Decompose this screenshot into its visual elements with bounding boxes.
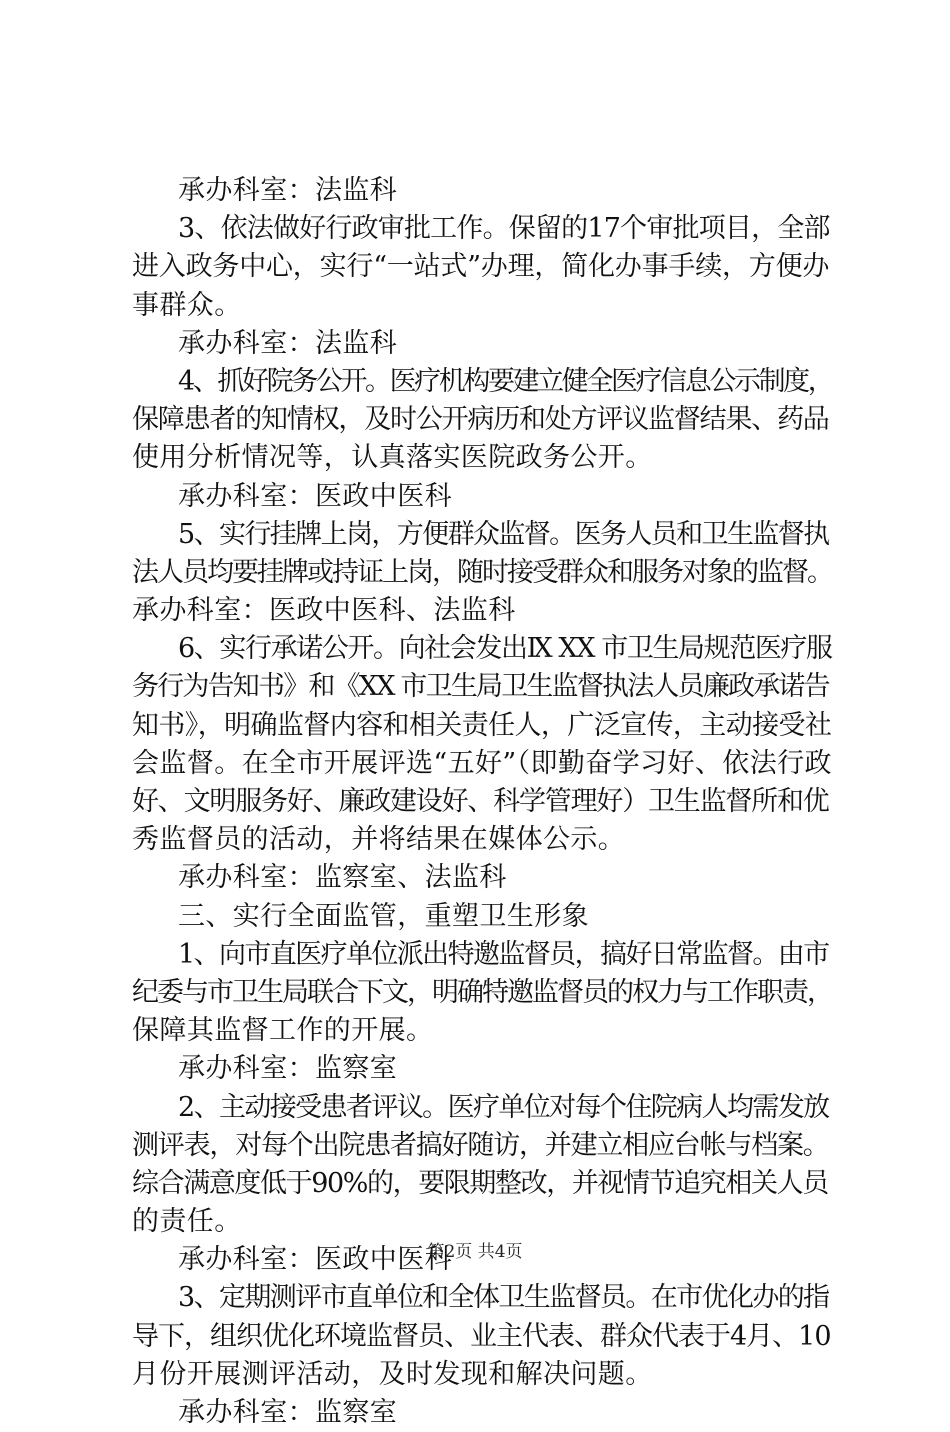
text-line: 5、实行挂牌上岗，方便群众监督。医务人员和卫生监督执 (178, 518, 829, 550)
text-line: 综合满意度低于90%的，要限期整改，并视情节追究相关人员 (132, 1167, 828, 1199)
text-line: 承办科室：医政中医科、法监科 (132, 595, 516, 627)
text-line: 承办科室：监察室 (178, 1397, 398, 1428)
text-line: 承办科室：监察室 (178, 1053, 398, 1085)
text-line: 导下，组织优化环境监督员、业主代表、群众代表于4月、10 (132, 1320, 831, 1352)
text-line: 保障患者的知情权，及时公开病历和处方评议监督结果、药品 (132, 404, 829, 436)
text-line: 承办科室：法监科 (178, 327, 398, 359)
text-line: 事群众。 (132, 289, 242, 321)
text-line: 务行为告知书》和《XX 市卫生局卫生监督执法人员廉政承诺告 (132, 671, 829, 703)
text-line: 保障其监督工作的开展。 (132, 1015, 434, 1047)
text-line: 的责任。 (132, 1206, 242, 1238)
text-line: 纪委与市卫生局联合下文，明确特邀监督员的权力与工作职责， (132, 976, 832, 1008)
text-line: 测评表，对每个出院患者搞好随访，并建立相应台帐与档案。 (132, 1129, 829, 1161)
page-footer: 第2页 共4页 (427, 1242, 523, 1262)
text-line: 好、文明服务好、廉政建设好、科学管理好）卫生监督所和优 (132, 786, 829, 817)
text-line: 会监督。在全市开展评选“五好”（即勤奋学习好、依法行政 (132, 747, 832, 779)
text-line: 2、主动接受患者评议。医疗单位对每个住院病人均需发放 (178, 1091, 829, 1123)
text-line: 法人员均要挂牌或持证上岗，随时接受群众和服务对象的监督。 (132, 556, 832, 588)
text-line: 知书》，明确监督内容和相关责任人，广泛宣传，主动接受社 (132, 709, 832, 741)
text-line: 3、定期测评市直单位和全体卫生监督员。在市优化办的指 (178, 1282, 829, 1314)
text-line: 三、实行全面监管，重塑卫生形象 (178, 900, 589, 932)
text-line: 承办科室：医政中医科 (178, 1244, 452, 1276)
text-line: 承办科室：医政中医科 (178, 480, 452, 512)
text-line: 3、依法做好行政审批工作。保留的17个审批项目，全部 (178, 213, 830, 245)
text-line: 秀监督员的活动，并将结果在媒体公示。 (132, 824, 626, 856)
text-line: 承办科室：监察室、法监科 (178, 862, 507, 894)
text-line: 进入政务中心，实行“一站式”办理，简化办事手续，方便办 (132, 251, 830, 283)
text-line: 4、抓好院务公开。医疗机构要建立健全医疗信息公示制度， (178, 365, 833, 397)
text-line: 承办科室：法监科 (178, 175, 398, 206)
text-line: 使用分析情况等，认真落实医院政务公开。 (132, 442, 653, 474)
text-line: 6、实行承诺公开。向社会发出Ⅸ XX 市卫生局规范医疗服 (178, 633, 832, 665)
text-line: 月份开展测评活动，及时发现和解决问题。 (132, 1358, 653, 1390)
text-line: 1、向市直医疗单位派出特邀监督员，搞好日常监督。由市 (178, 938, 829, 970)
